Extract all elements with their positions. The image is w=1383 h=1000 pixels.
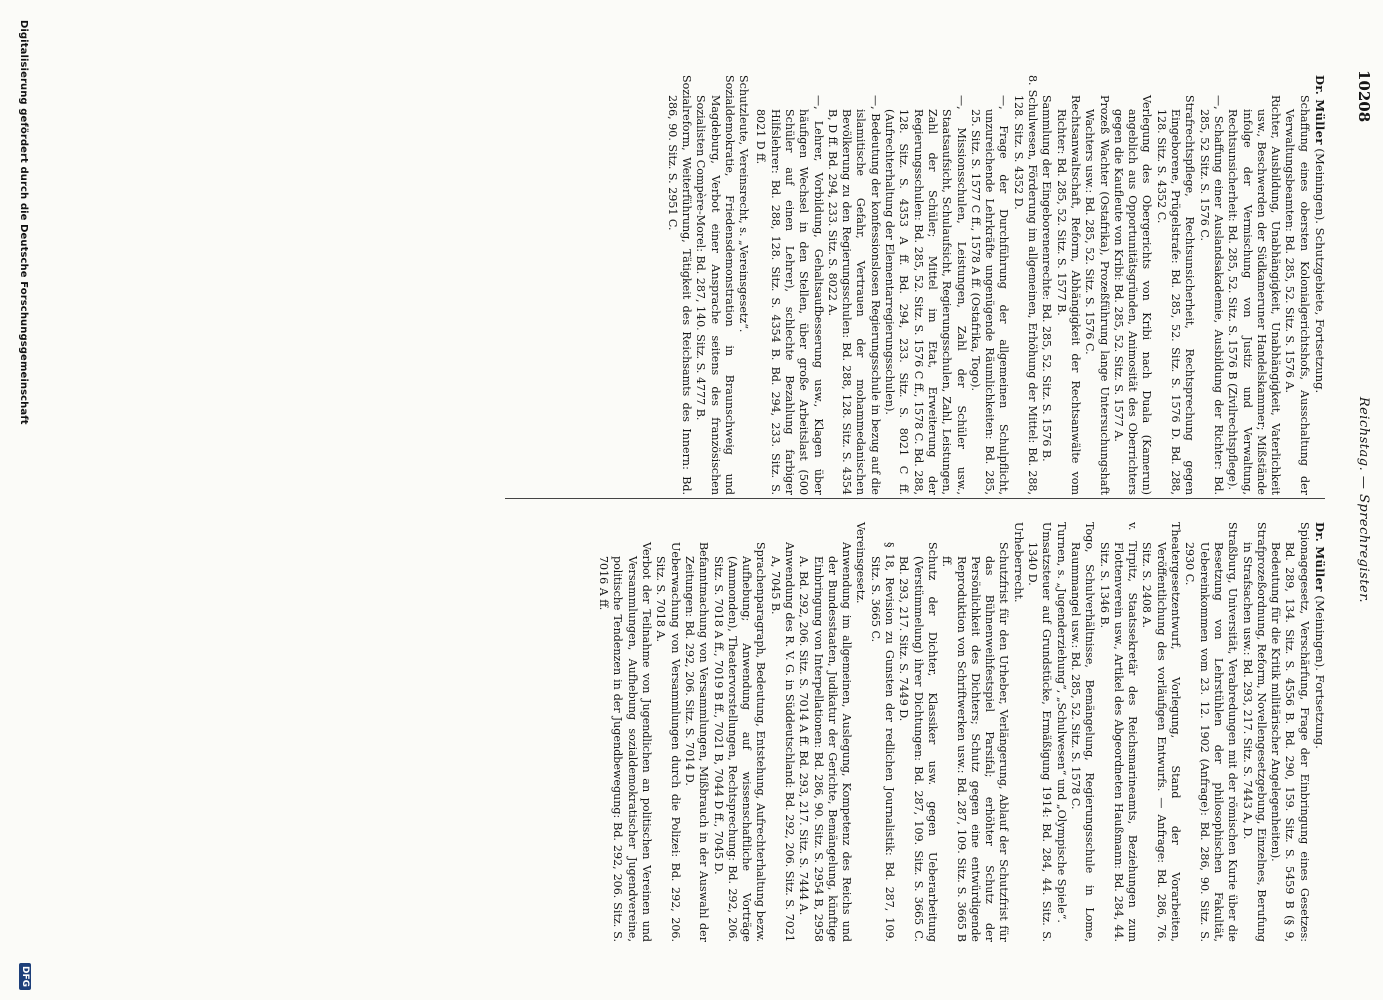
speaker-name: Dr. Müller [1313, 522, 1327, 592]
index-entry: —, Frage der Durchführung der allgemeinen Schulpflicht, unzureichende Lehrkräfte ungenügende Räumlichkeiten: Bd. 285, 25. Sitz. S. 1577 C ff., 1578 A ff. (Ostafrika, Togo). [968, 95, 1011, 495]
index-entry: Sozialreform, Weiterführung, Tätigkeit des Reichsamts des Innern: Bd. 286, 90. Sitz. S. 2951 C. [665, 75, 693, 495]
index-entry: —, Lehrer, Vorbildung, Gehaltsaufbesserung usw., Klagen über häufigen Wechsel in den Stellen, über große Arbeitslast (500 Schüler auf einen Lehrer), schlechte Bezahlung farbiger Hilfslehrer: Bd. 288, 128. Sitz. S. 4354 B. Bd. 294, 233. Sitz. S. 8021 D ff. [754, 95, 825, 495]
index-entry: Schutz der Dichter, Klassiker usw. gegen Ueberarbeitung (Verstümmelung) ihrer Dichtungen: Bd. 287, 109. Sitz. S. 3665 C. Bd. 293, 217. Sitz. S. 7449 D. [897, 542, 939, 942]
index-entry: Ueberwachung von Versammlungen durch die Polizei: Bd. 292, 206. Sitz. S. 7018 A. [654, 542, 682, 942]
left-column-heading [1313, 75, 1327, 495]
index-entry: Turnen, s. „Jugenderziehung“, „Schulwesen“ und „Olympische Spiele“. [1054, 522, 1068, 923]
digitization-credit: Digitalisierung gefördert durch die Deutsche Forschungsgemeinschaft [18, 20, 29, 425]
index-entry: Togo, Schulverhältnisse, Bemängelung, Regierungsschule in Lome, Raummangel usw.: Bd. 285, 52. Sitz. S. 1578 C. [1068, 522, 1097, 942]
index-entry: Befanntmachung von Versammlungen, Mißbrauch in der Auswahl der Zeitungen: Bd. 292, 206. Sitz. S. 7014 D. [682, 542, 711, 942]
index-entry: Sammlung der Eingeborenenrechte: Bd. 285, 52. Sitz. S. 1576 B. [1040, 95, 1054, 462]
index-entry: 8. Schulwesen, Förderung im allgemeinen, Erhöhung der Mittel: Bd. 288, 128. Sitz. S. 4352 D. [1011, 75, 1040, 495]
index-entry: Schutzleute, Vereinsrecht, s. „Vereinsgesetz“. [737, 75, 751, 333]
index-entry: Verlegung des Obergerichts von Kribi nach Duala (Kamerun) angeblich aus Opportunitätsgründen, Animosität des Oberrichters gegen die Kaufleute von Kribi: Bd. 285, 52. Sitz. S. 1577 A. [1111, 95, 1154, 495]
heading-rest: (Meiningen). Fortsetzung. [1313, 595, 1327, 749]
index-entry: Anwendung des R. V. G. in Süddeutschland: Bd. 292, 206. Sitz. S. 7021 A, 7045 B. [768, 542, 797, 942]
index-entry: Straßburg, Universität, Verabredungen mit der römischen Kurie über die Besetzung von Lehrstühlen der philosophischen Fakultät, Uebereinkommen vom 23. 12. 1902 (Anfrage): Bd. 286, 90. Sitz. S. 2930 C. [1183, 522, 1240, 942]
index-entry: —, Missionsschulen, Leistungen, Zahl der Schüler usw., Staatsaufsicht, Schulaufsicht, Regierungsschulen, Zahl, Leistungen, Zahl der Schüler; Mittel im Etat, Erweiterung der Regierungsschulen: Bd. 285, 52. Sitz. S. 1576 C ff., 1578 C. Bd. 288, 128. Sitz. S. 4353 A ff. Bd. 294, 233. Sitz. S. 8021 C ff. (Aufrechterhaltung der Elementarregierungsschulen). [883, 95, 968, 495]
left-column [664, 75, 1327, 495]
page-number: 10208 [1355, 70, 1373, 123]
index-entry: Schutzfrist für den Urheber, Verlängerung, Ablauf der Schutzfrist für das Bühnenweihfestspiel Parsifal; erhöhter Schutz der Persönlichkeit des Dichters; Schutz gegen eine entwürdigende Reproduktion von Schriftwerken usw.: Bd. 287, 109. Sitz. S. 3665 B ff. [940, 542, 1011, 942]
index-entry: Rechtsanwaltschaft, Reform, Abhängigkeit der Rechtsanwälte vom Richter: Bd. 285, 52. Sitz. S. 1577 B. [1054, 95, 1082, 495]
index-entry: —, Schaffung einer Auslandsakademie, Ausbildung der Richter: Bd. 285, 52 Sitz. S. 1576 C. [1197, 95, 1225, 495]
index-entry: Richter, Ausbildung, Unabhängigkeit, Unabhängigkeit, Vaterlichkeit usw., Beschwerden der Südkameruner Handelskammer; Mißstände infolge der Vermischung von Justiz und Verwaltung, Rechtsunsicherheit: Bd. 285, 52. Sitz. S. 1576 B (Zivilrechtspflege). [1226, 95, 1283, 495]
right-column-heading [1313, 522, 1327, 942]
index-entry: v. Tirpitz, Staatssekretär des Reichsmarineamts, Beziehungen zum Flottenverein usw., Artikel des Abgeordneten Haußmann: Bd. 284, 44. Sitz. S. 1346 B. [1097, 522, 1140, 942]
index-entry: Strafrechtspflege, Rechtsunsicherheit, Rechtsprechung gegen Eingeborene, Prügelstrafe: Bd. 285, 52. Sitz. S. 1576 D. Bd. 288, 128. Sitz. S. 4352 C. [1154, 95, 1197, 495]
index-entry: Prozeß Wachter (Ostafrika), Prozeßführung lange Untersuchungshaft Wachters usw.: Bd. 285, 52. Sitz. S. 1576 C. [1083, 95, 1111, 495]
index-entry: Sprachenparagraph, Bedeutung, Entstehung, Aufrechterhaltung bezw. Aufhebung; Anwendung auf wissenschaftliche Vorträge (Ammonden), Theatervorstellungen, Rechtsprechung: Bd. 292, 206. Sitz. S. 7018 A ff., 7019 B ff., 7021 B, 7044 D ff., 7045 D. [711, 542, 768, 942]
index-entry: Strafprozeßordnung, Reform, Novellengesetzgebung, Einzelnes, Berufung in Strafsachen usw.: Bd. 293, 217. Sitz. S. 7443 A, D. [1240, 522, 1268, 942]
right-column [596, 522, 1327, 942]
index-entry: —, Bedeutung der konfessionslosen Regierungsschule in bezug auf die islamitische Gefahr, Vertrauen der mohammedanischen Bevölkerung zu den Regierungsschulen: Bd. 288, 128. Sitz. S. 4354 B, D ff. Bd. 294, 233. Sitz. S. 8022 A. [825, 95, 882, 495]
index-entry: Schaffung eines obersten Kolonialgerichtshofs, Ausschaltung der Verwaltungsbeamten: Bd. 285, 52. Sitz. S. 1576 A. [1283, 95, 1311, 495]
section-heading: Vereinsgesetz. [854, 522, 868, 604]
index-entry: Anwendung im allgemeinen, Auslegung, Kompetenz des Reichs und der Bundesstaaten, Judikatur der Gerichte, Bemängelung, künftige Einbringung von Interpellationen: Bd. 286, 90. Sitz. S. 2954 B, 2958 A. Bd. 292, 206. Sitz. S. 7014 A ff. Bd. 293, 217. Sitz. S. 7444 A. [797, 542, 854, 942]
index-entry: § 18, Revision zu Gunsten der redlichen Journalistik: Bd. 287, 109. Sitz. S. 3665 C. [868, 542, 897, 942]
dfg-logo: DFG [19, 963, 31, 990]
running-head: Reichstag. — Sprechregister. [1356, 396, 1371, 604]
index-entry: Theatergesetzentwurf, Vorlegung, Stand der Vorarbeiten, Veröffentlichung des vorläufigen Entwurfs. — Anfrage: Bd. 286, 76. Sitz. S. 2408 A. [1140, 522, 1183, 942]
index-entry: Spionagegesetz, Verschärfung, Frage der Einbringung eines Gesetzes: Bd. 289, 134. Sitz. S. 4556 B. Bd. 290, 159. Sitz. S. 5459 B (§ 9, Bedeutung für die Kritik militärischer Angelegenheiten). [1269, 522, 1311, 942]
index-entry: Sozialdemokratie, Friedensdemonstration in Braunschweig und Magdeburg, Verbot einer Ansprache seitens des französischen Sozialisten Compère-Morel: Bd. 287, 140. Sitz. S. 4777 B. [694, 75, 736, 495]
column-divider [505, 498, 1325, 499]
speaker-name: Dr. Müller [1313, 75, 1327, 145]
heading-rest: (Meiningen). Schutzgebiete, Fortsetzung. [1313, 148, 1327, 394]
index-entry: Verbot der Teilnahme von Jugendlichen an politischen Vereinen und Versammlungen, Aufhebung sozialdemokratischer Jugendvereine, politische Tendenzen in der Jugendbewegung: Bd. 292, 206. Sitz. S. 7016 A ff. [597, 542, 654, 942]
section-heading: Urheberrecht. [1011, 522, 1025, 603]
index-entry: Umsatzsteuer auf Grundstücke, Ermäßigung 1914: Bd. 284, 44. Sitz. S. 1340 D. [1026, 522, 1054, 942]
